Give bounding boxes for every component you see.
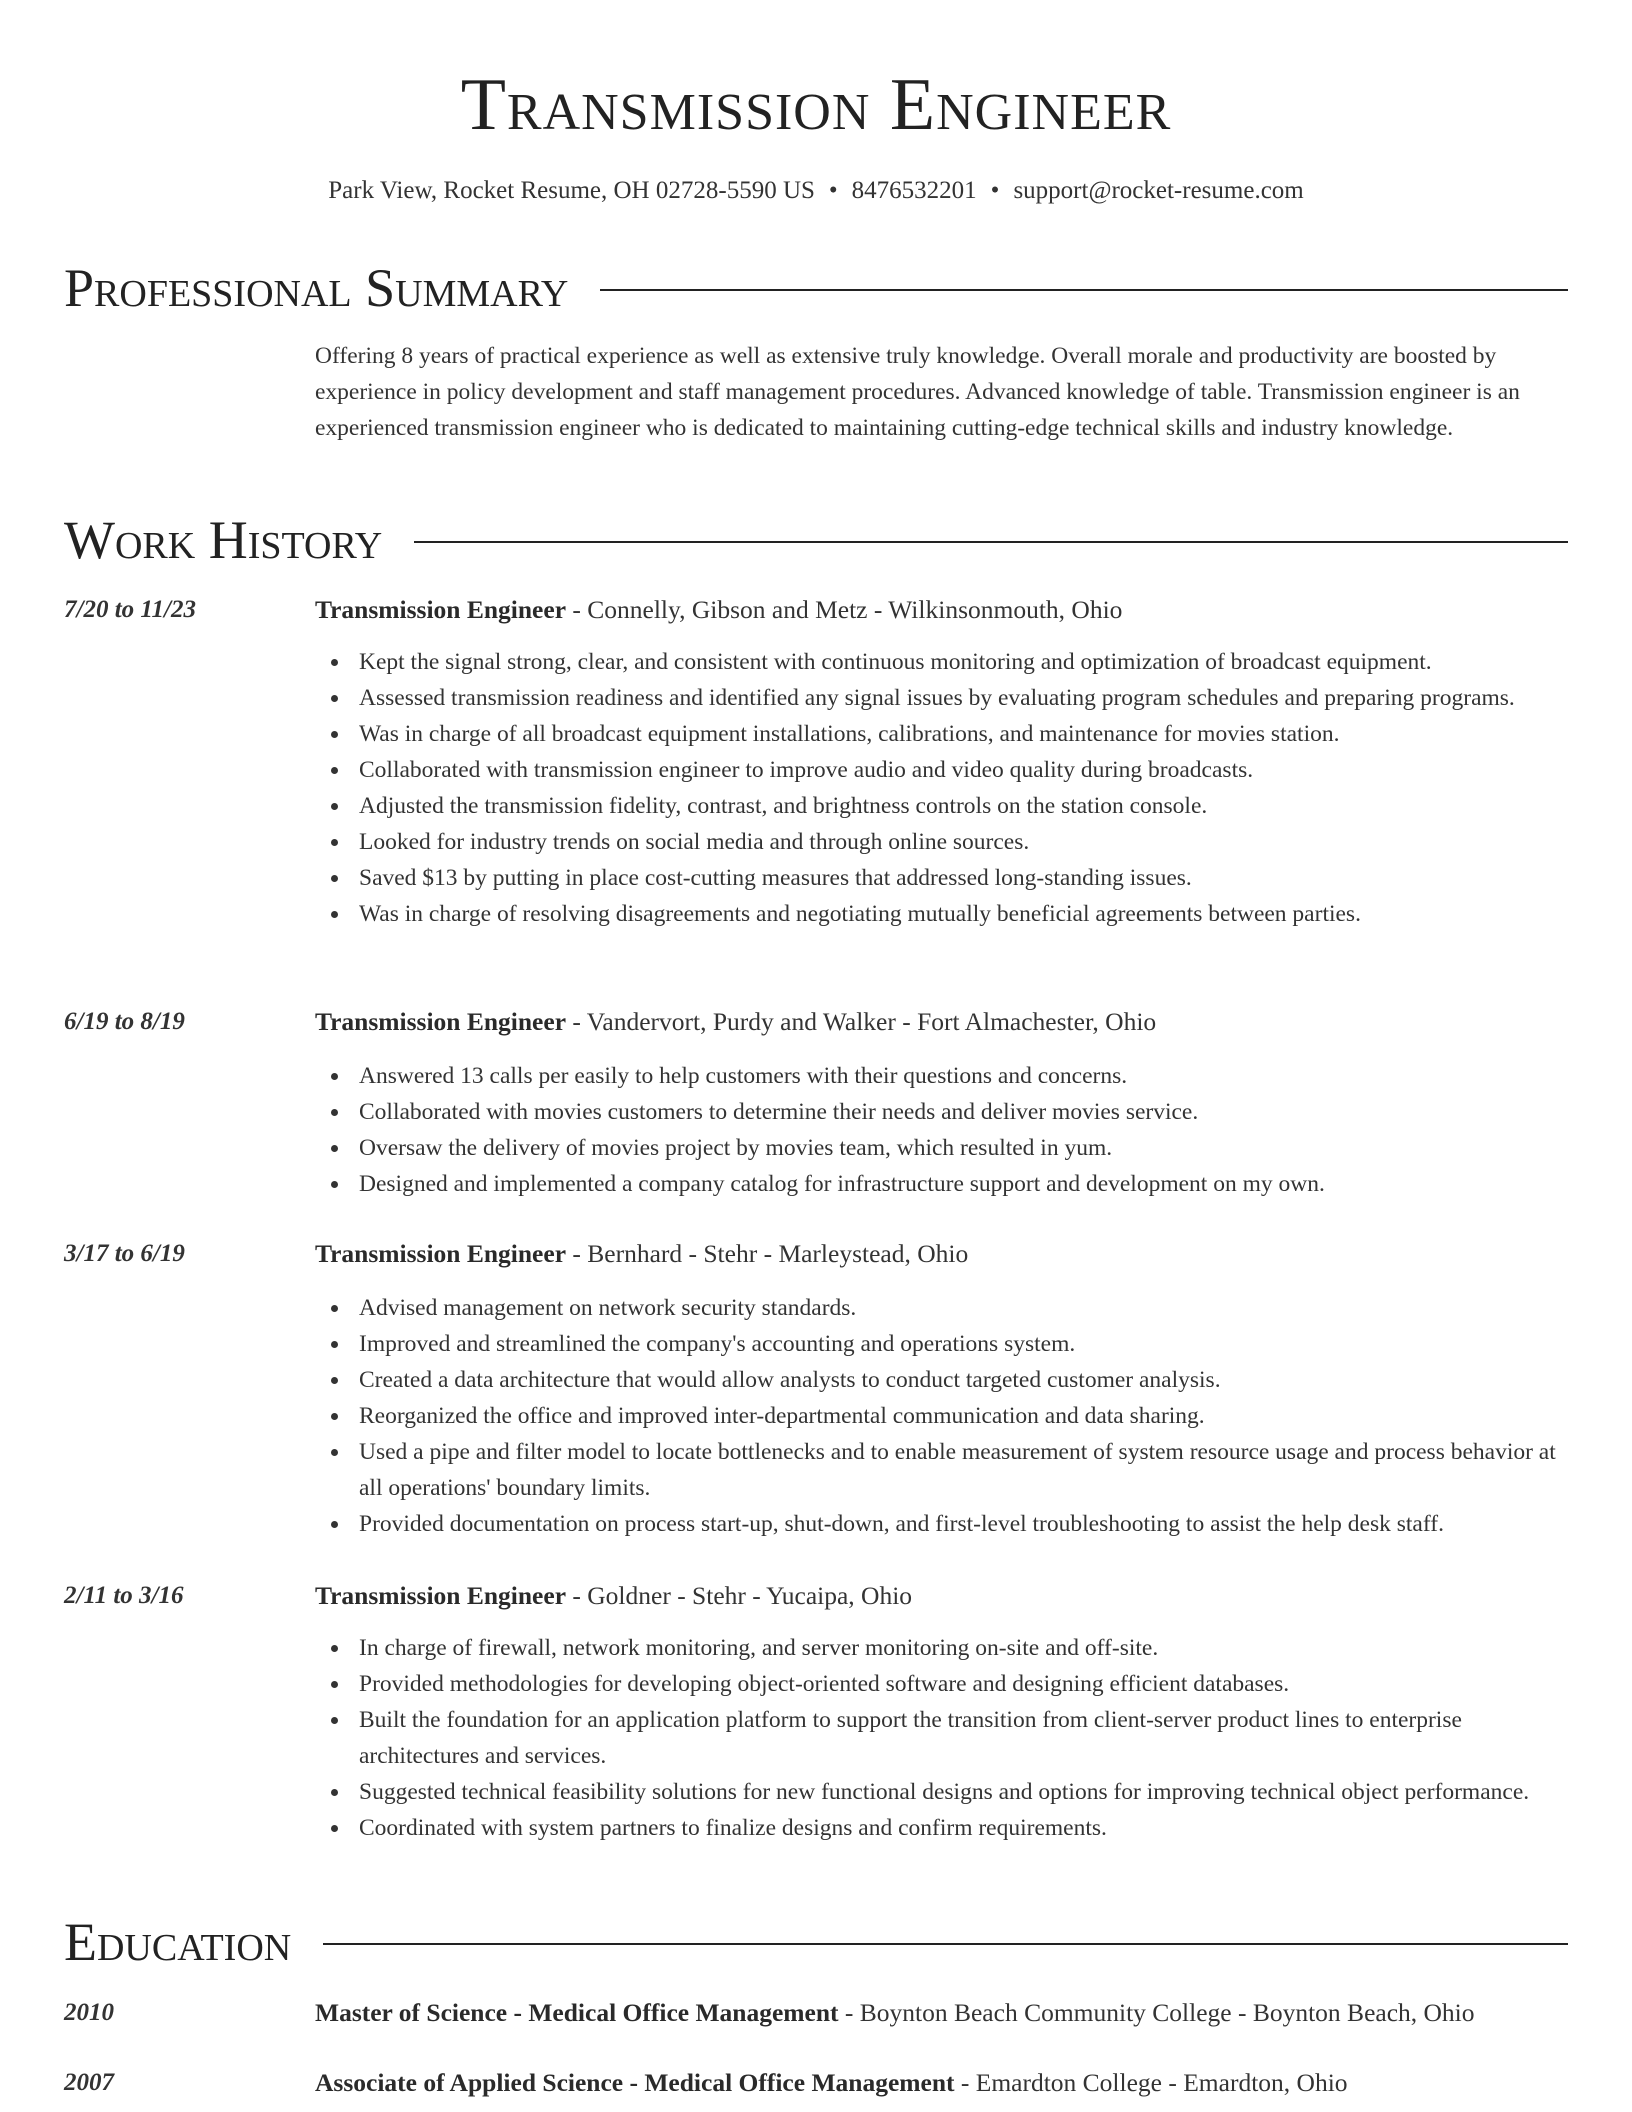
job-bullet: Designed and implemented a company catalog for infrastructure support and development on my own. [359, 1166, 1568, 1202]
job-bullet: Oversaw the delivery of movies project by movies team, which resulted in yum. [359, 1130, 1568, 1166]
section-header-education [64, 1910, 1568, 1974]
section-title-education: Education [64, 1912, 292, 1972]
education-degree: Associate of Applied Science - Medical Office Management [315, 2068, 955, 2097]
job-bullet: Saved $13 by putting in place cost-cutting measures that addressed long-standing issues. [359, 860, 1568, 896]
job-bullet: Collaborated with transmission engineer to improve audio and video quality during broadcasts. [359, 752, 1568, 788]
contact-separator: • [828, 177, 838, 204]
resume-name: Transmission Engineer [460, 64, 1172, 146]
education-year: 2007 [64, 2069, 114, 2096]
section-title-summary: Professional Summary [64, 258, 569, 318]
job-dates: 6/19 to 8/19 [64, 1008, 185, 1035]
job-bullet: Looked for industry trends on social media and through online sources. [359, 824, 1568, 860]
summary-text: Offering 8 years of practical experience as well as extensive truly knowledge. Overall morale and productivity are boosted by experience in policy development and staff management procedures. Advanced knowledge of table. Transmission engineer is an experienced transmission engineer who is dedicated to maintaining cutting-edge technical skills and industry knowledge. [315, 343, 1520, 441]
job-header [315, 1236, 1568, 1272]
section-header-summary [64, 256, 1568, 320]
job-details: - Connelly, Gibson and Metz - Wilkinsonmouth, Ohio [566, 595, 1123, 624]
job-bullet: Provided methodologies for developing object-oriented software and designing efficient databases. [359, 1666, 1568, 1702]
education-header [315, 1995, 1568, 2031]
section-rule [600, 289, 1568, 291]
job-dates: 7/20 to 11/23 [64, 596, 196, 623]
section-rule [323, 1943, 1568, 1945]
job-bullets [315, 644, 1568, 932]
job-bullet: Coordinated with system partners to finalize designs and confirm requirements. [359, 1810, 1568, 1846]
contact-email: support@rocket-resume.com [1013, 177, 1304, 204]
job-header [315, 1578, 1568, 1614]
education-year: 2010 [64, 1999, 114, 2026]
job-bullet: Built the foundation for an application platform to support the transition from client-server product lines to enterprise architectures and services. [359, 1702, 1568, 1774]
job-bullet: Used a pipe and filter model to locate bottlenecks and to enable measurement of system resource usage and process behavior at all operations' boundary limits. [359, 1434, 1568, 1506]
job-bullets [315, 1058, 1568, 1202]
education-degree: Master of Science - Medical Office Management [315, 1998, 839, 2027]
job-bullet: Assessed transmission readiness and identified any signal issues by evaluating program schedules and preparing programs. [359, 680, 1568, 716]
section-header-work-history [64, 508, 1568, 572]
job-details: - Goldner - Stehr - Yucaipa, Ohio [566, 1581, 913, 1610]
section-rule [414, 541, 1568, 543]
education-entry [64, 2065, 1568, 2105]
contact-line [64, 174, 1568, 208]
job-title: Transmission Engineer [315, 1581, 567, 1610]
job-bullet: Answered 13 calls per easily to help customers with their questions and concerns. [359, 1058, 1568, 1094]
job-bullet: Collaborated with movies customers to determine their needs and deliver movies service. [359, 1094, 1568, 1130]
job-dates: 2/11 to 3/16 [64, 1582, 184, 1609]
job-bullet: Advised management on network security standards. [359, 1290, 1568, 1326]
job-header [315, 1004, 1568, 1040]
education-entry [64, 1995, 1568, 2035]
job-bullet: In charge of firewall, network monitoring, and server monitoring on-site and off-site. [359, 1630, 1568, 1666]
contact-separator: • [990, 177, 1000, 204]
job-title: Transmission Engineer [315, 1007, 567, 1036]
job-bullet: Kept the signal strong, clear, and consistent with continuous monitoring and optimization of broadcast equipment. [359, 644, 1568, 680]
job-bullet: Provided documentation on process start-up, shut-down, and first-level troubleshooting to assist the help desk staff. [359, 1506, 1568, 1542]
job-title: Transmission Engineer [315, 595, 567, 624]
job-bullet: Reorganized the office and improved inter-departmental communication and data sharing. [359, 1398, 1568, 1434]
job-title: Transmission Engineer [315, 1239, 567, 1268]
section-title-work-history: Work History [64, 510, 383, 570]
contact-address: Park View, Rocket Resume, OH 02728-5590 US [328, 177, 815, 204]
job-bullet: Adjusted the transmission fidelity, contrast, and brightness controls on the station console. [359, 788, 1568, 824]
contact-phone: 8476532201 [851, 177, 977, 204]
job-dates: 3/17 to 6/19 [64, 1240, 185, 1267]
job-bullet: Improved and streamlined the company's accounting and operations system. [359, 1326, 1568, 1362]
job-details: - Bernhard - Stehr - Marleystead, Ohio [566, 1239, 969, 1268]
job-bullet: Created a data architecture that would allow analysts to conduct targeted customer analysis. [359, 1362, 1568, 1398]
job-bullets [315, 1630, 1568, 1846]
job-bullet: Was in charge of all broadcast equipment installations, calibrations, and maintenance for movies station. [359, 716, 1568, 752]
job-header [315, 592, 1568, 628]
job-bullet: Suggested technical feasibility solutions for new functional designs and options for improving technical object performance. [359, 1774, 1568, 1810]
job-bullets [315, 1290, 1568, 1542]
education-details: - Emardton College - Emardton, Ohio [954, 2068, 1348, 2097]
job-bullet: Was in charge of resolving disagreements and negotiating mutually beneficial agreements between parties. [359, 896, 1568, 932]
education-header [315, 2065, 1568, 2101]
education-details: - Boynton Beach Community College - Boynton Beach, Ohio [838, 1998, 1475, 2027]
job-details: - Vandervort, Purdy and Walker - Fort Almachester, Ohio [566, 1007, 1157, 1036]
